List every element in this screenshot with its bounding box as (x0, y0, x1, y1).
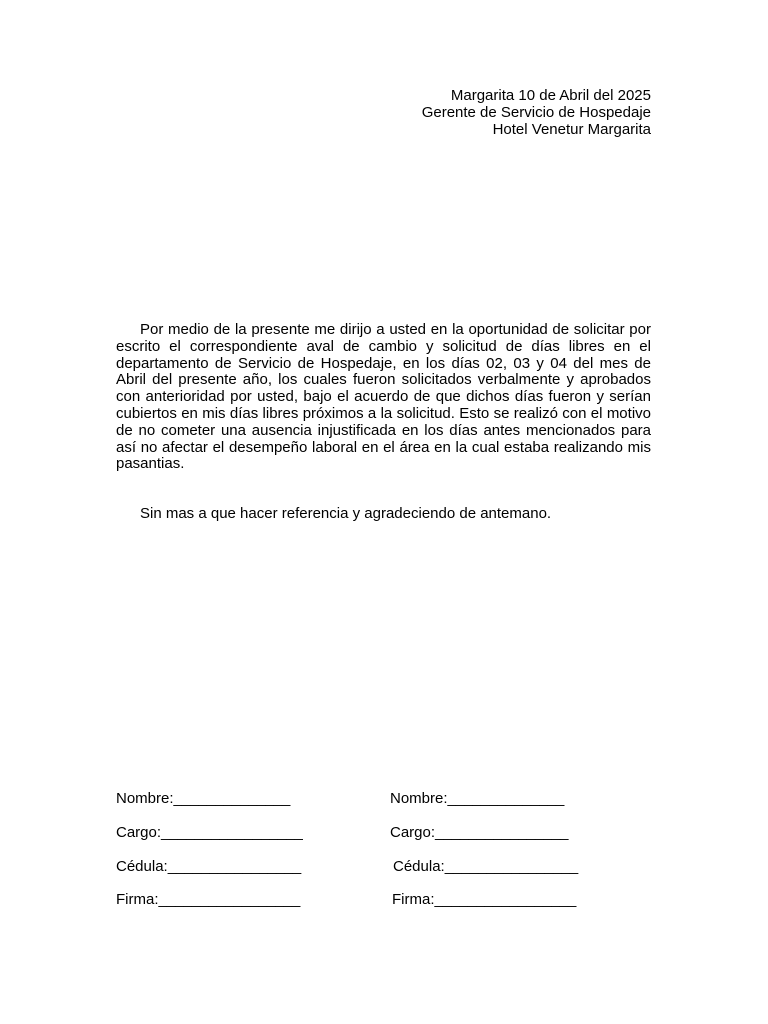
body-paragraph-request: Por medio de la presente me dirijo a usted en la oportunidad de solicitar por escrito el correspondiente aval de cambio y solicitud de días libres en el departamento de Servicio de Hospedaje, en los días 02, 03 y 04 del mes de Abril del presente año, los cuales fueron solicitados verbalmente y aprobados con anterioridad por usted, bajo el acuerdo de que dichos días fueron y serían cubiertos en mis días libres próximos a la solicitud. Esto se realizó con el motivo de no cometer una ausencia injustificada en los días antes mencionados para así no afectar el desempeño laboral en el área en la cual estaba realizando mis pasantias. (116, 321, 651, 473)
right-firma-field: Firma:_________________ (392, 891, 577, 908)
left-firma-field: Firma:_________________ (116, 891, 301, 908)
body-paragraph-closing: Sin mas a que hacer referencia y agradeciendo de antemano. (140, 505, 552, 522)
right-nombre-field: Nombre:______________ (390, 790, 565, 807)
date-line: Margarita 10 de Abril del 2025 (450, 87, 651, 104)
left-cargo-field: Cargo:_________________ (116, 824, 303, 841)
right-cedula-field: Cédula:________________ (393, 858, 579, 875)
right-cargo-field: Cargo:________________ (390, 824, 569, 841)
left-cedula-field: Cédula:________________ (116, 858, 302, 875)
recipient-line: Gerente de Servicio de Hospedaje (421, 104, 651, 121)
letter-header (422, 87, 651, 138)
hotel-line: Hotel Venetur Margarita (492, 121, 651, 138)
left-nombre-field: Nombre:______________ (116, 790, 291, 807)
